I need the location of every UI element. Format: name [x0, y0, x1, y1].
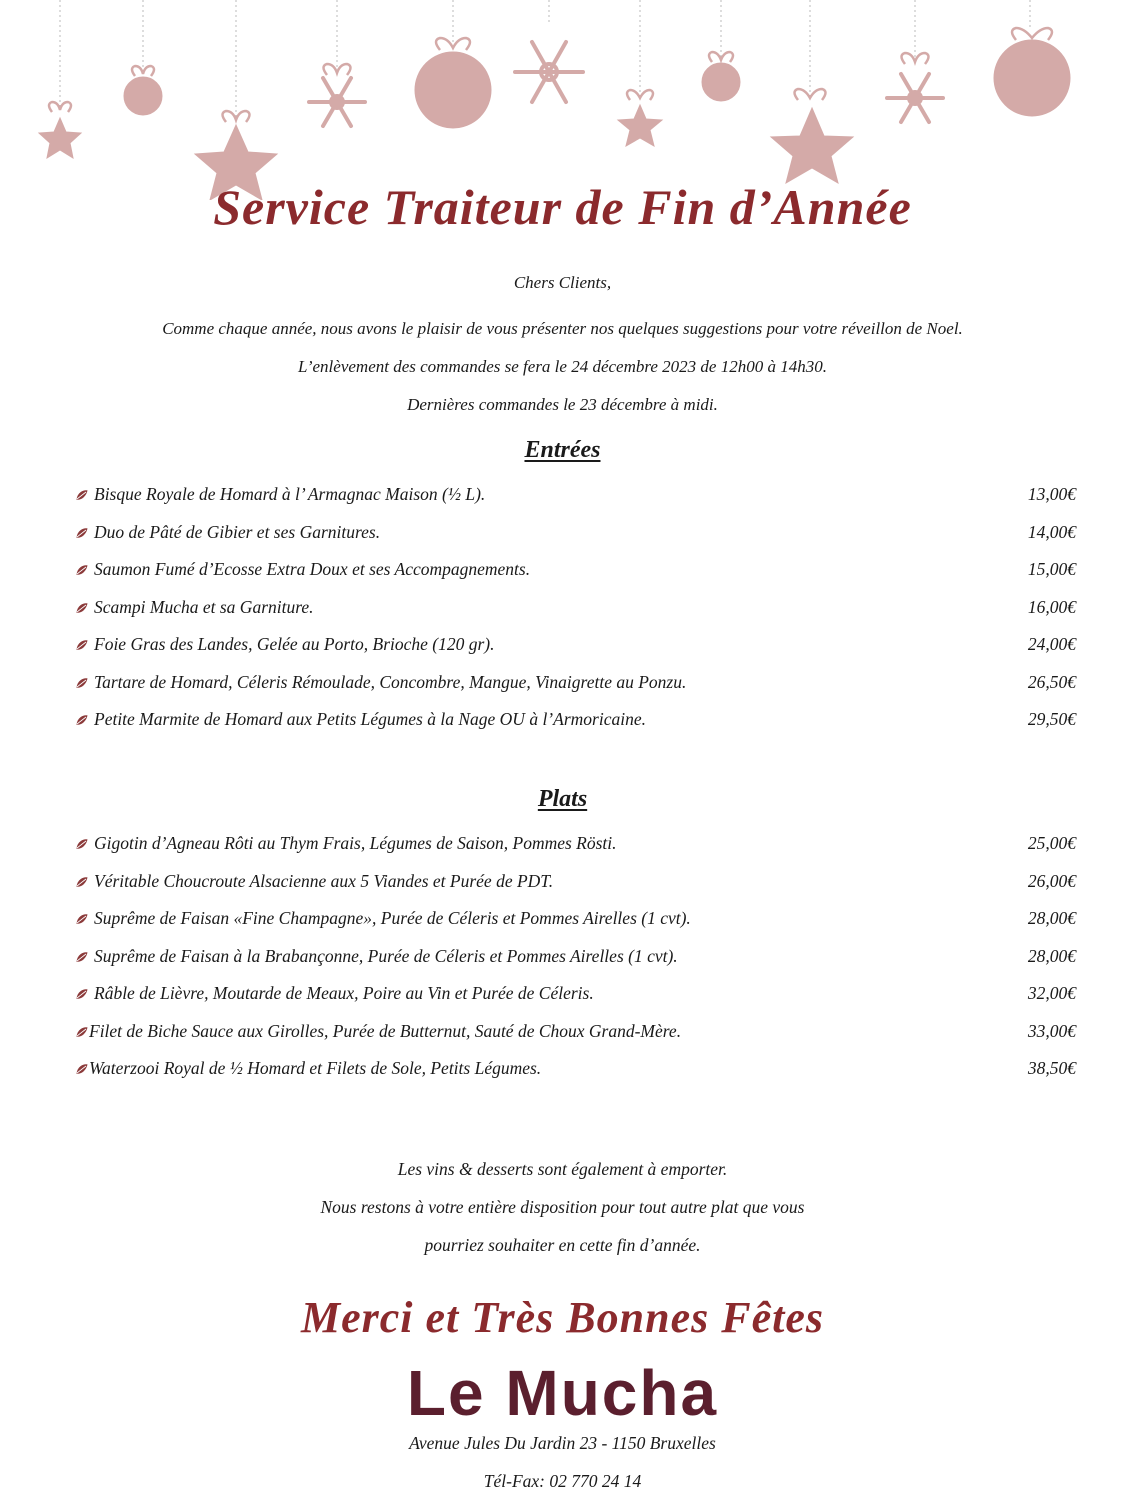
- menu-item-price: 13,00€: [1027, 484, 1076, 504]
- menu-item-row: [74, 907, 1076, 929]
- ball-ornament-icon: [415, 52, 491, 128]
- footer-line-1: Les vins & desserts sont également à emporter.: [397, 1159, 728, 1179]
- menu-item-name: Gigotin d’Agneau Rôti au Thym Frais, Légumes de Saison, Pommes Rösti.: [94, 833, 617, 853]
- address-line: Avenue Jules Du Jardin 23 - 1150 Bruxelles: [409, 1433, 716, 1453]
- menu-item-name: Foie Gras des Landes, Gelée au Porto, Brioche (120 gr).: [94, 634, 495, 654]
- menu-item-row: [74, 633, 1076, 655]
- menu-item-name: Filet de Biche Sauce aux Girolles, Purée de Butternut, Sauté de Choux Grand-Mère.: [89, 1020, 682, 1041]
- menu-item-row: [74, 945, 1076, 967]
- menu-item-price: 28,00€: [1027, 945, 1076, 966]
- footer-line-2: Nous restons à votre entière disposition pour tout autre plat que vous: [320, 1197, 805, 1217]
- menu-item-name: Waterzooi Royal de ½ Homard et Filets de Sole, Petits Légumes.: [89, 1058, 542, 1078]
- christmas-ornaments-decoration: [0, 0, 1125, 200]
- menu-item-row: [74, 521, 1076, 543]
- menu-item-price: 25,00€: [1027, 833, 1076, 853]
- snowflake-icon: [515, 42, 583, 102]
- menu-item-price: 32,00€: [1027, 983, 1076, 1003]
- leaf-bullet-icon: [74, 1062, 90, 1076]
- menu-item-name: Petite Marmite de Homard aux Petits Légumes à la Nage OU à l’Armoricaine.: [94, 709, 646, 729]
- plats-heading: Plats: [537, 786, 588, 812]
- leaf-bullet-icon: [74, 488, 90, 502]
- brand-logo: Le Mucha: [406, 1357, 719, 1429]
- star-ornament-icon: [39, 118, 81, 158]
- intro-line-3: Dernières commandes le 23 décembre à midi.: [407, 395, 718, 414]
- intro-greeting: Chers Clients,: [513, 273, 612, 292]
- menu-item-price: 33,00€: [1027, 1020, 1076, 1041]
- intro-line-1: Comme chaque année, nous avons le plaisir de vous présenter nos quelques suggestions pour votre réveillon de Noel.: [162, 319, 963, 338]
- leaf-bullet-icon: [74, 950, 90, 964]
- leaf-bullet-icon: [74, 638, 90, 652]
- thanks-heading: Merci et Très Bonnes Fêtes: [301, 1293, 824, 1342]
- menu-item-name: Véritable Choucroute Alsacienne aux 5 Viandes et Purée de PDT.: [94, 870, 554, 891]
- menu-item-price: 14,00€: [1027, 521, 1076, 542]
- ball-ornament-icon: [124, 77, 162, 115]
- leaf-bullet-icon: [74, 837, 90, 851]
- snowflake-icon: [309, 78, 365, 126]
- leaf-bullet-icon: [74, 912, 90, 926]
- menu-item-price: 38,50€: [1027, 1058, 1076, 1078]
- menu-item-name: Suprême de Faisan «Fine Champagne», Purée de Céleris et Pommes Airelles (1 cvt).: [94, 908, 691, 928]
- menu-item-name: Râble de Lièvre, Moutarde de Meaux, Poire au Vin et Purée de Céleris.: [94, 983, 594, 1003]
- menu-item-price: 29,50€: [1027, 709, 1076, 729]
- entrees-heading: Entrées: [524, 437, 601, 463]
- leaf-bullet-icon: [74, 601, 90, 615]
- menu-item-row: [74, 832, 1076, 854]
- menu-item-price: 28,00€: [1027, 908, 1076, 928]
- menu-item-name: Tartare de Homard, Céleris Rémoulade, Concombre, Mangue, Vinaigrette au Ponzu.: [94, 671, 687, 692]
- phone-line: Tél-Fax: 02 770 24 14: [483, 1471, 642, 1491]
- ball-ornament-icon: [702, 63, 740, 101]
- leaf-bullet-icon: [74, 987, 90, 1001]
- menu-item-row: [74, 671, 1076, 693]
- leaf-bullet-icon: [74, 1025, 90, 1039]
- menu-item-row: [74, 596, 1076, 618]
- menu-item-name: Saumon Fumé d’Ecosse Extra Doux et ses Accompagnements.: [94, 559, 531, 579]
- menu-item-price: 15,00€: [1027, 559, 1076, 579]
- leaf-bullet-icon: [74, 875, 90, 889]
- menu-item-row: [74, 870, 1076, 892]
- ball-ornament-icon: [994, 40, 1070, 116]
- menu-item-name: Duo de Pâté de Gibier et ses Garnitures.: [94, 521, 381, 542]
- leaf-bullet-icon: [74, 676, 90, 690]
- page-title: Service Traiteur de Fin d’Année: [213, 179, 912, 235]
- menu-item-name: Suprême de Faisan à la Brabançonne, Purée de Céleris et Pommes Airelles (1 cvt).: [94, 945, 678, 966]
- menu-item-price: 24,00€: [1027, 634, 1076, 654]
- menu-item-row: [74, 708, 1076, 730]
- leaf-bullet-icon: [74, 713, 90, 727]
- intro-line-2: L’enlèvement des commandes se fera le 24 décembre 2023 de 12h00 à 14h30.: [298, 357, 827, 376]
- menu-item-row: [74, 558, 1076, 580]
- menu-item-row: [74, 1020, 1076, 1042]
- star-ornament-icon: [771, 108, 853, 183]
- menu-item-name: Bisque Royale de Homard à l’ Armagnac Maison (½ L).: [94, 484, 486, 504]
- menu-item-price: 16,00€: [1027, 596, 1076, 617]
- leaf-bullet-icon: [74, 526, 90, 540]
- menu-item-row: [74, 483, 1076, 505]
- star-ornament-icon: [618, 105, 662, 146]
- menu-item-price: 26,50€: [1027, 671, 1076, 692]
- menu-item-name: Scampi Mucha et sa Garniture.: [94, 596, 314, 617]
- snowflake-icon: [887, 74, 943, 122]
- leaf-bullet-icon: [74, 563, 90, 577]
- menu-item-price: 26,00€: [1027, 870, 1076, 891]
- menu-item-row: [74, 982, 1076, 1004]
- footer-line-3: pourriez souhaiter en cette fin d’année.: [424, 1235, 701, 1255]
- menu-item-row: [74, 1057, 1076, 1079]
